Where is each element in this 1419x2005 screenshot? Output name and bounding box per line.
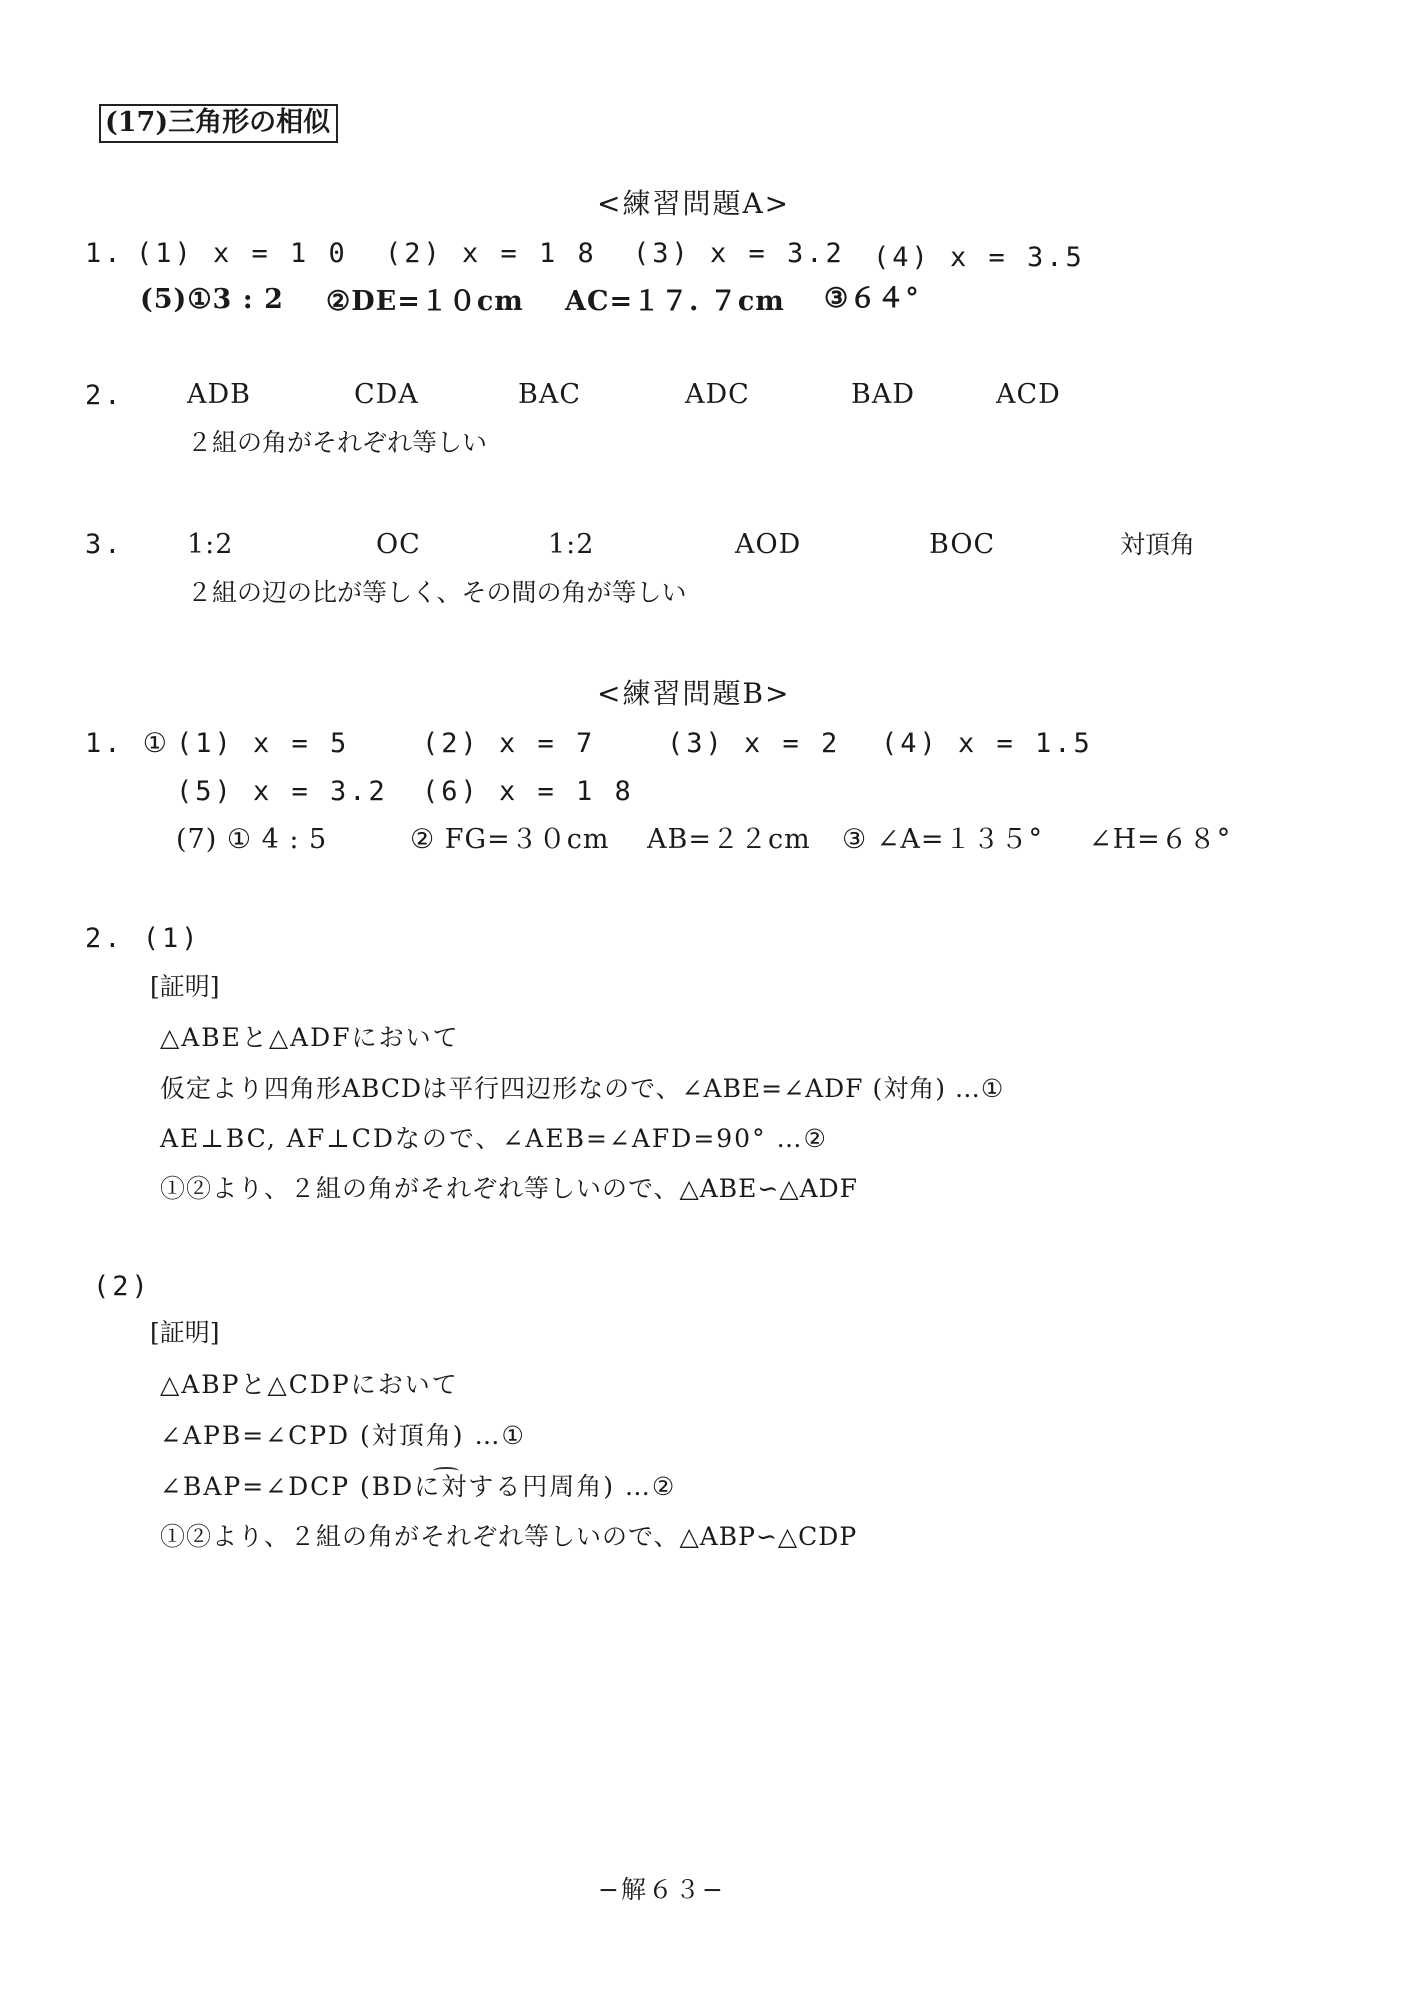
b-q2-1-line-4: ①②より、２組の角がそれぞれ等しいので、△ABE∽△ADF <box>160 1174 859 1203</box>
b-q2-1-proof-label: [証明] <box>150 972 220 1001</box>
b-q2-2-line-3: ∠BAP=∠DCP (BDに対する円周角) …② <box>160 1472 677 1501</box>
a-q1-5-ac: AC=１７. ７cm <box>565 286 785 317</box>
a-q1-5-angle: ③６４° <box>824 283 920 314</box>
a-q3-answer-4: AOD <box>735 529 802 560</box>
a-q2-answer-5: BAD <box>851 379 915 410</box>
a-q3-reason: ２組の辺の比が等しく、その間の角が等しい <box>187 578 687 607</box>
a-q1-5-de: ②DE=１０cm <box>326 286 524 317</box>
b-q2-2-line-2: ∠APB=∠CPD (対頂角) …① <box>160 1421 526 1450</box>
a-q2-answer-3: BAC <box>518 379 581 410</box>
section-b-heading: <練習問題B> <box>597 677 791 710</box>
a-q1-item-4: (4) x = 3.5 <box>873 242 1085 273</box>
a-q2-answer-2: CDA <box>354 379 419 410</box>
b-q1-item-2: (2) x = 7 <box>422 728 596 759</box>
b-q2-1-line-1: △ABEと△ADFにおいて <box>160 1023 460 1052</box>
b-q1-item-3: (3) x = 2 <box>667 728 841 759</box>
a-q1-item-3: (3) x = 3.2 <box>633 238 845 269</box>
a-q2-number: 2. <box>85 380 124 411</box>
a-q3-answer-5: BOC <box>929 529 996 560</box>
b-q1-item-5: (5) x = 3.2 <box>176 776 388 807</box>
a-q3-number: 3. <box>85 529 124 560</box>
b-q2-1-line-3: AE⊥BC, AF⊥CDなので、∠AEB=∠AFD=90° …② <box>160 1124 828 1153</box>
page-title: (17)三角形の相似 <box>99 104 338 143</box>
b-q1-item-6: (6) x = 1 8 <box>422 776 634 807</box>
a-q1-number: 1. <box>85 238 124 269</box>
b-q1-7-angle-a: ③ ∠A=１３５° <box>842 824 1044 855</box>
a-q2-reason: ２組の角がそれぞれ等しい <box>187 428 488 457</box>
b-q1-number: 1. ① <box>85 728 170 759</box>
b-q2-1-number: 2. (1) <box>85 923 201 954</box>
a-q3-answer-3: 1:2 <box>548 529 595 560</box>
a-q3-answer-1: 1:2 <box>187 529 234 560</box>
a-q3-answer-2: OC <box>376 529 421 560</box>
b-q1-7-ratio: (7) ① 4 : 5 <box>176 824 328 855</box>
b-q2-2-line-4: ①②より、２組の角がそれぞれ等しいので、△ABP∽△CDP <box>160 1522 858 1551</box>
b-q1-7-ab: AB=２２cm <box>647 824 811 855</box>
page-number: −解６３− <box>598 1875 725 1904</box>
section-a-heading: <練習問題A> <box>597 187 791 220</box>
b-q2-1-line-2: 仮定より四角形ABCDは平行四辺形なので、∠ABE=∠ADF (対角) …① <box>160 1074 1005 1103</box>
a-q1-item-2: (2) x = 1 8 <box>385 238 597 269</box>
a-q2-answer-4: ADC <box>685 379 750 410</box>
a-q1-5-ratio: (5)①3 : 2 <box>140 284 284 315</box>
a-q2-answer-1: ADB <box>187 379 251 410</box>
a-q1-item-1: (1) x = 1 0 <box>136 238 348 269</box>
b-q2-2-number: (2) <box>93 1271 151 1302</box>
b-q1-7-angle-h: ∠H=６８° <box>1089 824 1232 855</box>
b-q2-2-proof-label: [証明] <box>150 1318 220 1347</box>
a-q3-answer-6: 対頂角 <box>1120 530 1196 559</box>
b-q1-item-4: (4) x = 1.5 <box>881 728 1093 759</box>
a-q2-answer-6: ACD <box>996 379 1061 410</box>
b-q1-7-fg: ② FG=３０cm <box>410 824 610 855</box>
b-q2-2-line-1: △ABPと△CDPにおいて <box>160 1370 459 1399</box>
b-q1-item-1: (1) x = 5 <box>176 728 350 759</box>
